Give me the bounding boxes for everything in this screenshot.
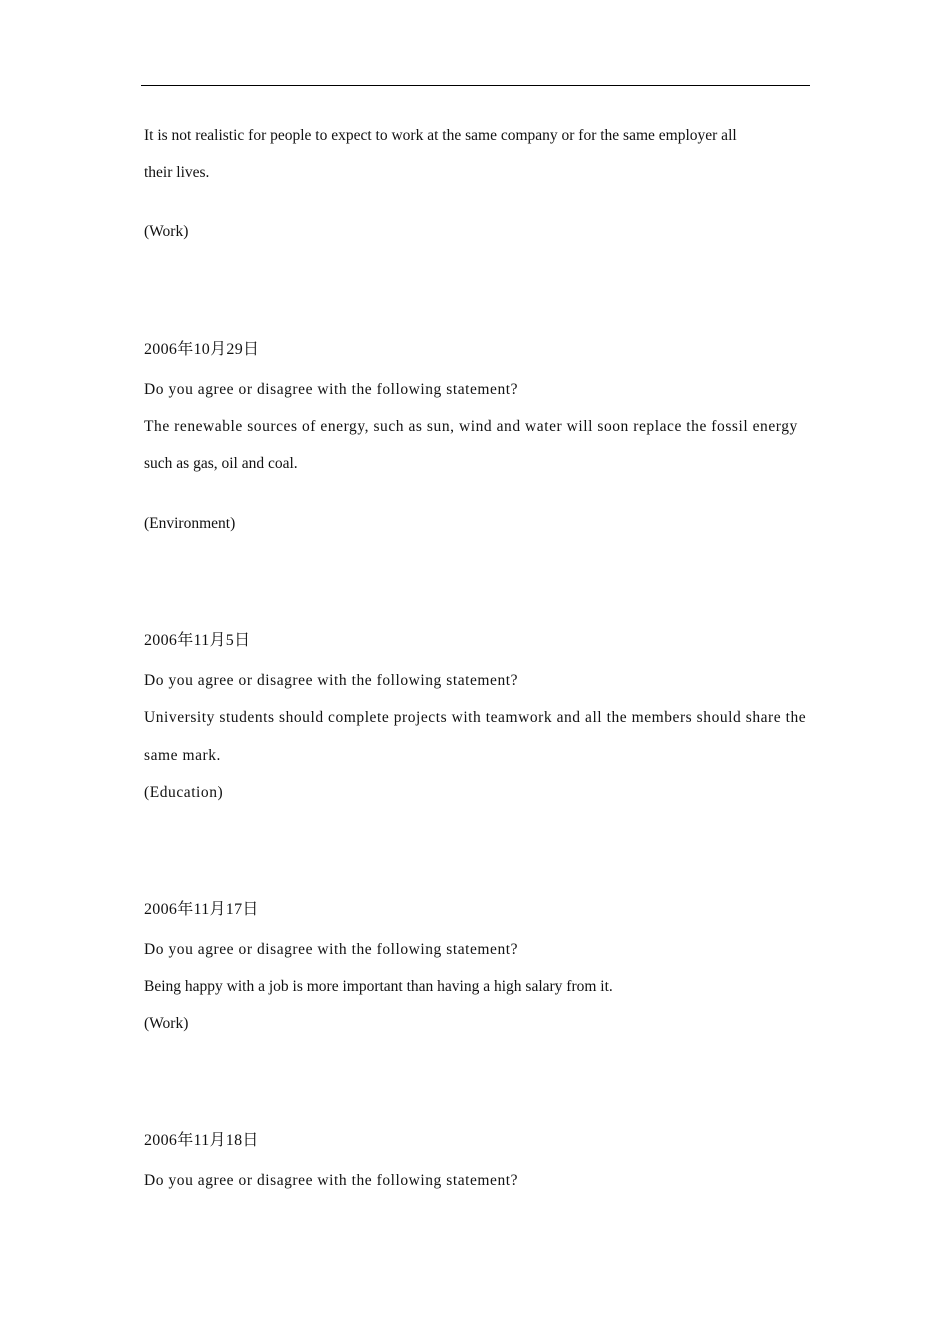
entry-prompt: Do you agree or disagree with the following statement? bbox=[144, 672, 519, 689]
entry-prompt: Do you agree or disagree with the following statement? bbox=[144, 381, 519, 398]
intro-category: (Work) bbox=[144, 223, 189, 240]
entry-statement-line1: University students should complete projects with teamwork and all the members should share the bbox=[144, 709, 807, 726]
entry-statement-line2: such as gas, oil and coal. bbox=[144, 455, 298, 472]
entry-category: (Environment) bbox=[144, 515, 236, 532]
entry-date: 2006年11月18日 bbox=[144, 1132, 259, 1149]
entry-category: (Work) bbox=[144, 1015, 189, 1032]
entry-category: (Education) bbox=[144, 784, 224, 801]
header-rule bbox=[141, 85, 810, 86]
intro-statement-line1: It is not realistic for people to expect to work at the same company or for the same employer all bbox=[144, 127, 737, 144]
entry-date: 2006年11月17日 bbox=[144, 901, 259, 918]
entry-date: 2006年10月29日 bbox=[144, 341, 260, 358]
entry-statement-line1: The renewable sources of energy, such as sun, wind and water will soon replace the fossil energy bbox=[144, 418, 798, 435]
entry-prompt: Do you agree or disagree with the following statement? bbox=[144, 1172, 519, 1189]
entry-statement-line2: same mark. bbox=[144, 747, 221, 764]
entry-date: 2006年11月5日 bbox=[144, 632, 251, 649]
entry-statement-line1: Being happy with a job is more important than having a high salary from it. bbox=[144, 978, 613, 995]
intro-statement-line2: their lives. bbox=[144, 164, 210, 181]
entry-prompt: Do you agree or disagree with the following statement? bbox=[144, 941, 519, 958]
